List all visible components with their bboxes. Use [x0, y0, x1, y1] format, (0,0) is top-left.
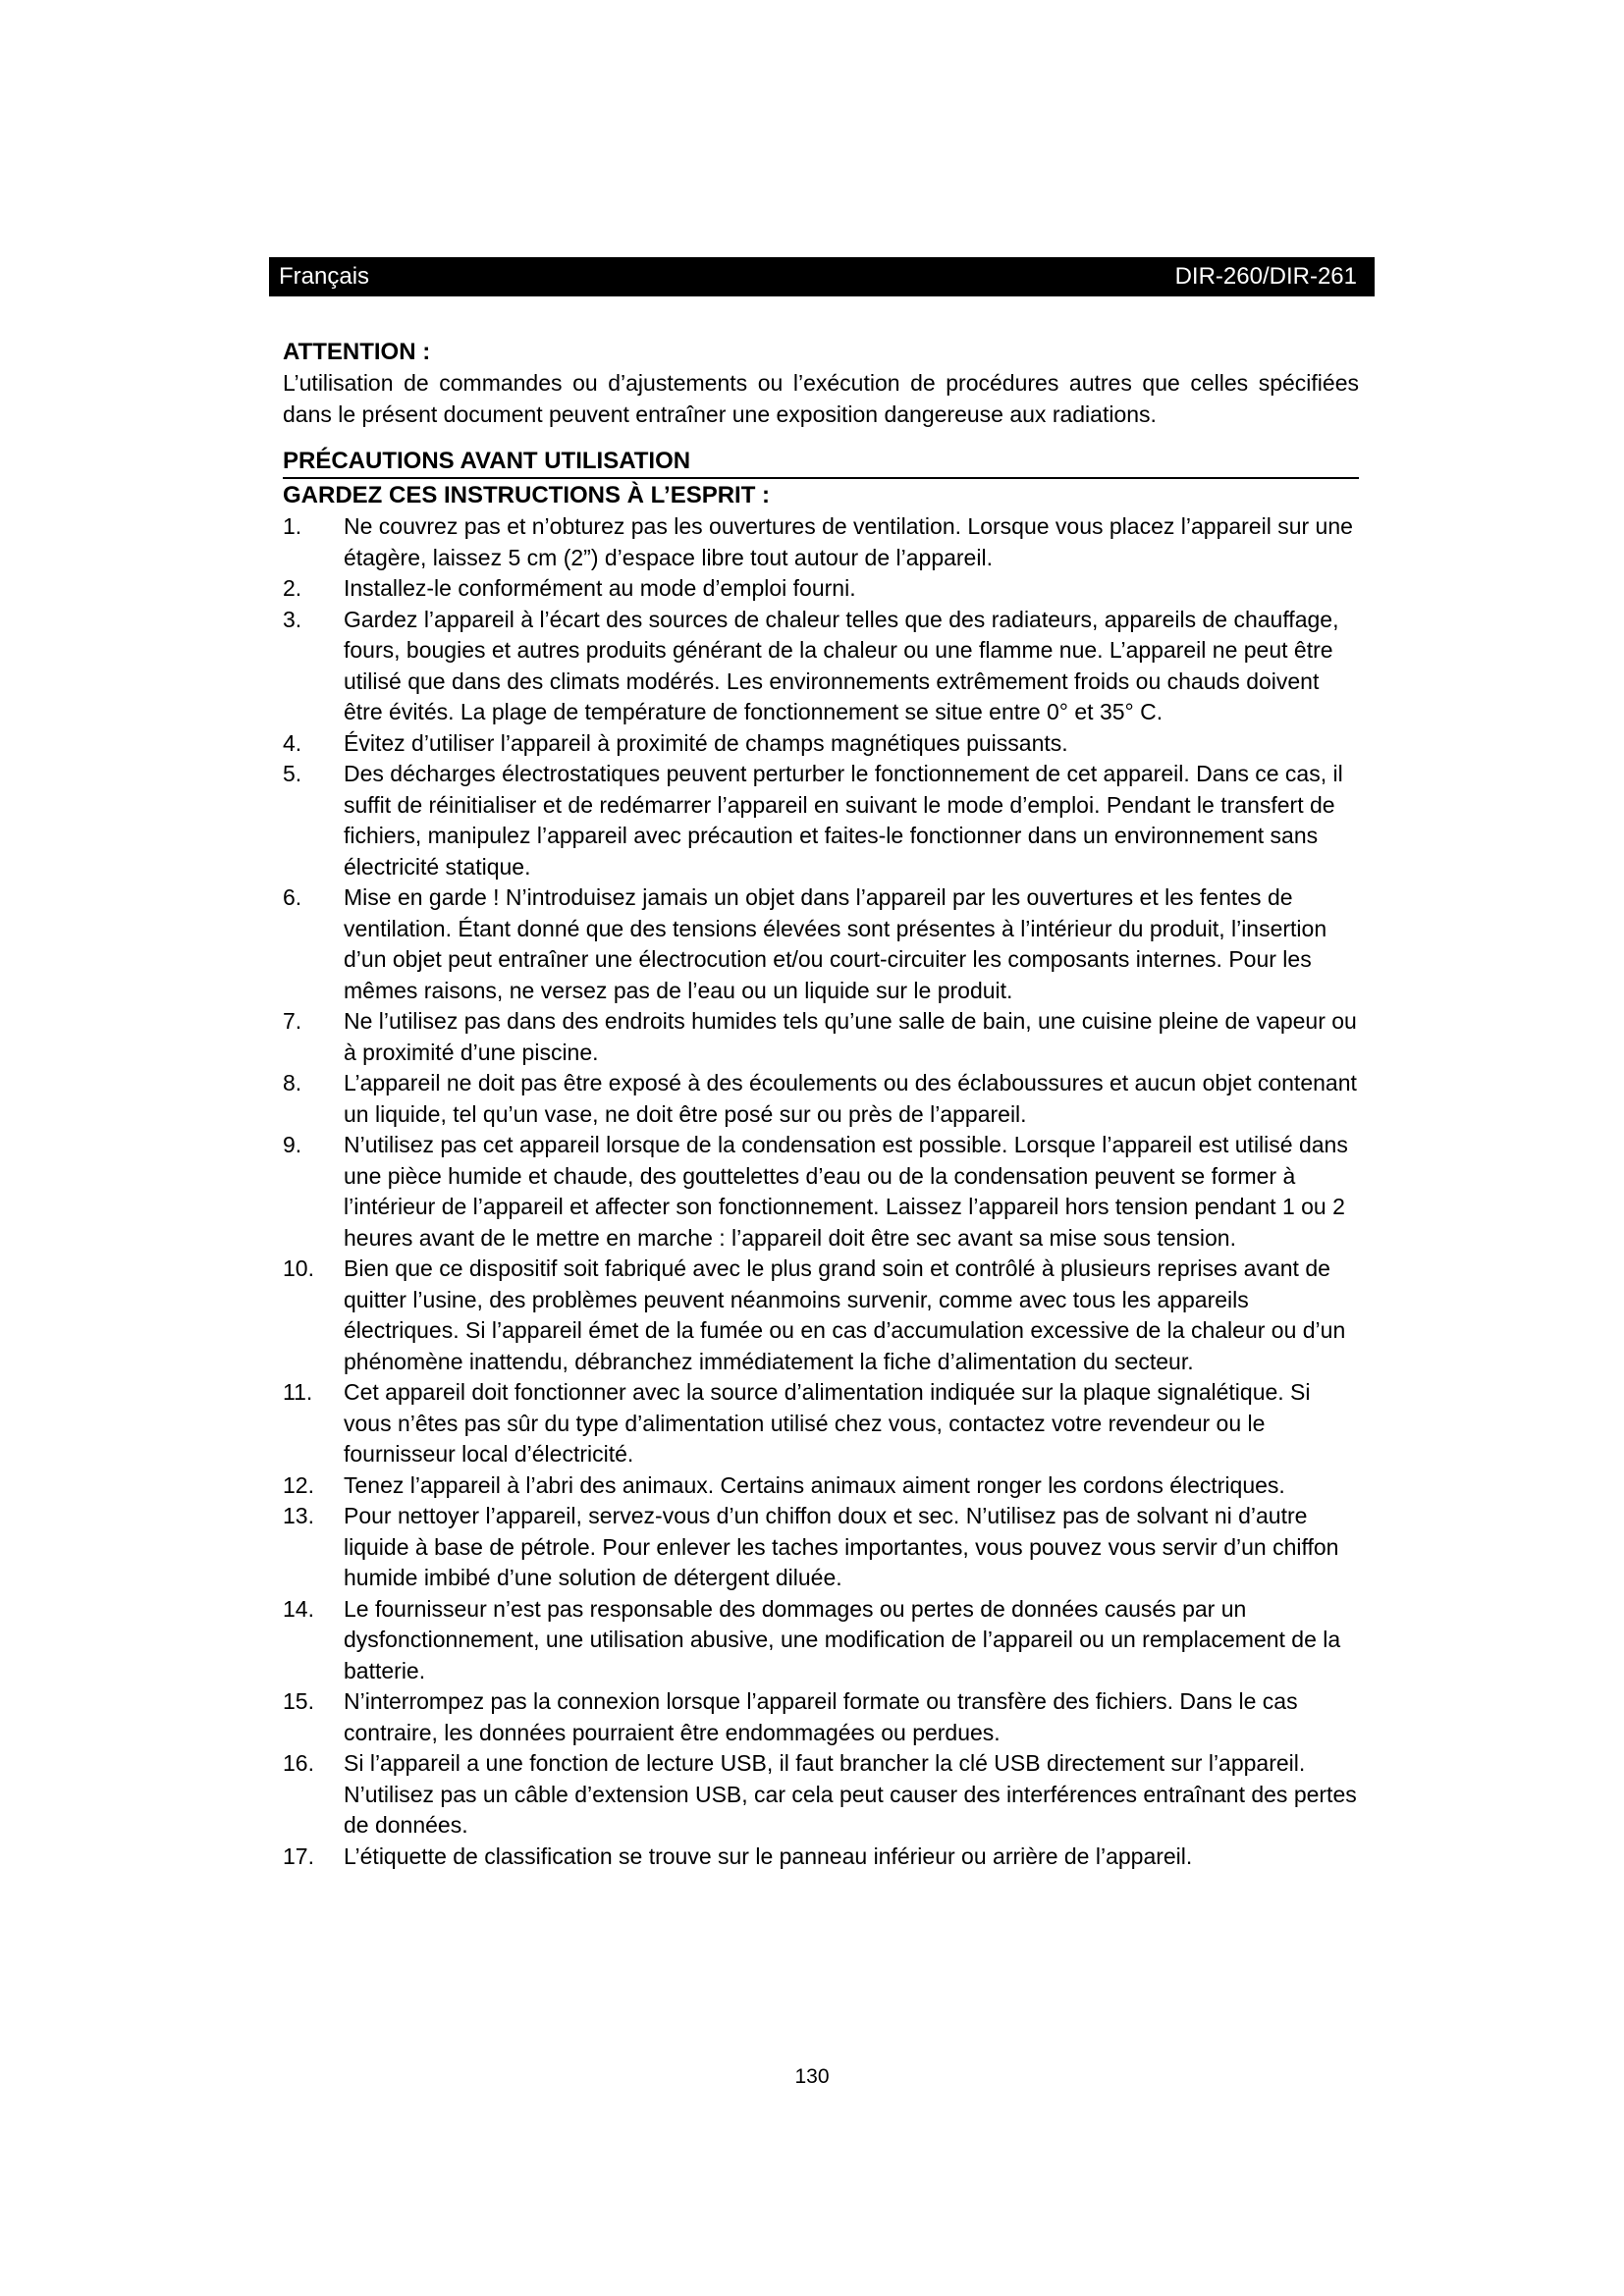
- list-item: [283, 882, 1359, 1006]
- header-language: Français: [279, 263, 370, 290]
- list-item: [283, 1470, 1359, 1502]
- list-item-text: Gardez l’appareil à l’écart des sources de chaleur telles que des radiateurs, appareils de chauffage, fours, bougies et autres produits générant de la chaleur ou une flamme nue. L’appareil ne peut être utilisé que dans des climats modérés. Les environnements extrêmement froids ou chauds doivent être évités. La plage de température de fonctionnement se situe entre 0° et 35° C.: [344, 606, 1339, 724]
- list-item-number: 4.: [283, 729, 302, 756]
- list-item-number: 10.: [283, 1255, 314, 1281]
- list-item-number: 6.: [283, 884, 302, 910]
- list-item-text: Tenez l’appareil à l’abri des animaux. Certains animaux aiment ronger les cordons électriques.: [344, 1471, 1285, 1498]
- list-item-text: L’étiquette de classification se trouve sur le panneau inférieur ou arrière de l’appareil.: [344, 1842, 1193, 1869]
- list-item: [283, 1686, 1359, 1748]
- list-item-number: 13.: [283, 1503, 314, 1528]
- list-item: [283, 759, 1359, 882]
- precautions-subtitle: GARDEZ CES INSTRUCTIONS À L’ESPRIT :: [283, 477, 1359, 511]
- list-item: [283, 1842, 1359, 1873]
- list-item-text: N’utilisez pas cet appareil lorsque de la condensation est possible. Lorsque l’appareil est utilisé dans une pièce humide et chaude, des gouttelettes d’eau ou de la condensation peuvent se former à l’intérieur de l’appareil et affecter son fonctionnement. Laissez l’appareil hors tension pendant 1 ou 2 heures avant de le mettre en marche : l’appareil doit être sec avant sa mise sous tension.: [344, 1132, 1348, 1251]
- list-item-text: L’appareil ne doit pas être exposé à des écoulements ou des éclaboussures et aucun objet contenant un liquide, tel qu’un vase, ne doit être posé sur ou près de l’appareil.: [344, 1070, 1357, 1127]
- list-item: [283, 728, 1359, 760]
- list-item: [283, 1006, 1359, 1068]
- list-item: [283, 1254, 1359, 1377]
- list-item: [283, 511, 1359, 573]
- list-item-text: Évitez d’utiliser l’appareil à proximité de champs magnétiques puissants.: [344, 729, 1068, 756]
- list-item: [283, 1130, 1359, 1254]
- list-item: [283, 1501, 1359, 1594]
- list-item-text: Pour nettoyer l’appareil, servez-vous d’un chiffon doux et sec. N’utilisez pas de solvant ni d’autre liquide à base de pétrole. Pour enlever les taches importantes, vous pouvez vous servir d’un chiffon humide imbibé d’une solution de détergent diluée.: [344, 1503, 1339, 1590]
- list-item-number: 7.: [283, 1008, 302, 1034]
- list-item-text: Des décharges électrostatiques peuvent perturber le fonctionnement de cet appareil. Dans ce cas, il suffit de réinitialiser et de redémarrer l’appareil en suivant le mode d’emploi. Pendant le transfert de fichiers, manipulez l’appareil avec précaution et faites-le fonctionner dans un environnement sans électricité statique.: [344, 761, 1343, 880]
- list-item-text: Si l’appareil a une fonction de lecture USB, il faut brancher la clé USB directement sur l’appareil. N’utilisez pas un câble d’extension USB, car cela peut causer des interférences entraînant des pertes de données.: [344, 1750, 1357, 1838]
- list-item-text: N’interrompez pas la connexion lorsque l’appareil formate ou transfère des fichiers. Dans le cas contraire, les données pourraient être endommagées ou perdues.: [344, 1688, 1298, 1745]
- list-item-text: Ne l’utilisez pas dans des endroits humides tels qu’une salle de bain, une cuisine pleine de vapeur ou à proximité d’une piscine.: [344, 1008, 1357, 1065]
- list-item-number: 2.: [283, 575, 302, 601]
- list-item-number: 12.: [283, 1471, 314, 1498]
- attention-text: L’utilisation de commandes ou d’ajustements ou l’exécution de procédures autres que celles spécifiées dans le présent document peuvent entraîner une exposition dangereuse aux radiations.: [283, 370, 1359, 427]
- list-item-text: Bien que ce dispositif soit fabriqué avec le plus grand soin et contrôlé à plusieurs reprises avant de quitter l’usine, des problèmes peuvent néanmoins survenir, comme avec tous les appareils électriques. Si l’appareil émet de la fumée ou en cas d’accumulation excessive de la chaleur ou d’un phénomène inattendu, débranchez immédiatement la fiche d’alimentation du secteur.: [344, 1255, 1346, 1374]
- list-item-number: 9.: [283, 1132, 302, 1157]
- precautions-title: PRÉCAUTIONS AVANT UTILISATION: [283, 448, 691, 474]
- list-item-number: 17.: [283, 1842, 314, 1869]
- list-item-text: Le fournisseur n’est pas responsable des dommages ou pertes de données causés par un dysfonctionnement, une utilisation abusive, une modification de l’appareil ou un remplacement de la batterie.: [344, 1595, 1341, 1683]
- list-item-number: 16.: [283, 1750, 314, 1776]
- list-item-number: 1.: [283, 513, 302, 539]
- list-item: [283, 605, 1359, 728]
- list-item-number: 11.: [283, 1379, 313, 1405]
- list-item: [283, 1068, 1359, 1130]
- page-content: [283, 337, 1359, 1872]
- list-item-number: 5.: [283, 761, 302, 786]
- list-item-number: 3.: [283, 606, 302, 632]
- precautions-list: [283, 511, 1359, 1872]
- page-header-bar: [269, 257, 1375, 296]
- list-item-text: Installez-le conformément au mode d’emploi fourni.: [344, 575, 856, 601]
- list-item: [283, 1377, 1359, 1470]
- list-item-number: 15.: [283, 1688, 314, 1714]
- list-item: [283, 1594, 1359, 1687]
- list-item-number: 8.: [283, 1070, 302, 1095]
- list-item-text: Cet appareil doit fonctionner avec la source d’alimentation indiquée sur la plaque signalétique. Si vous n’êtes pas sûr du type d’alimentation utilisé chez vous, contactez votre revendeur ou le fournisseur local d’électricité.: [344, 1379, 1311, 1467]
- list-item-number: 14.: [283, 1595, 314, 1622]
- attention-title: ATTENTION :: [283, 339, 431, 365]
- page-number: 130: [794, 2065, 830, 2088]
- list-item: [283, 1748, 1359, 1842]
- list-item-text: Ne couvrez pas et n’obturez pas les ouvertures de ventilation. Lorsque vous placez l’appareil sur une étagère, laissez 5 cm (2”) d’espace libre tout autour de l’appareil.: [344, 513, 1353, 570]
- list-item: [283, 573, 1359, 605]
- list-item-text: Mise en garde ! N’introduisez jamais un objet dans l’appareil par les ouvertures et les fentes de ventilation. Étant donné que des tensions élevées sont présentes à l’intérieur du produit, l’insertion d’un objet peut entraîner une électrocution et/ou court-circuiter les composants internes. Pour les mêmes raisons, ne versez pas de l’eau ou un liquide sur le produit.: [344, 884, 1327, 1003]
- header-model: DIR-260/DIR-261: [1174, 263, 1357, 290]
